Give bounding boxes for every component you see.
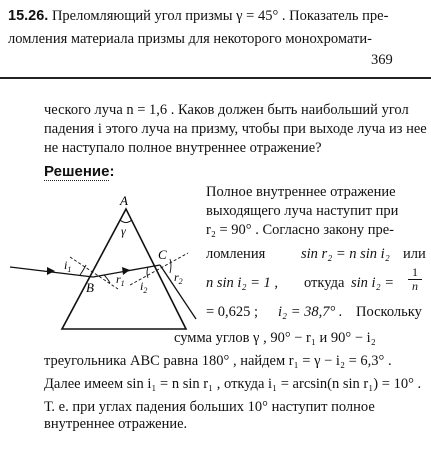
solution-line-4-a: ломления xyxy=(206,246,266,262)
solution-heading-colon: : xyxy=(109,163,115,180)
problem-number: 15.26. xyxy=(8,8,49,24)
full-line-3: Т. е. при углах падения больших 10° наступит полное xyxy=(44,399,375,415)
label-i2: $i_2$ xyxy=(140,279,148,295)
label-gamma: γ xyxy=(121,224,126,238)
solution-heading xyxy=(44,163,114,181)
angle-arc-i2 xyxy=(147,267,148,278)
problem-text-2: ломления материала призмы для некоторого монохромати- xyxy=(8,31,372,47)
problem-continuation-1: ческого луча n = 1,6 . Каков должен быть наибольший угол xyxy=(44,102,409,118)
snell-law: sin r₂ = n sin i₂ xyxy=(301,246,390,262)
solution-line-1: Полное внутреннее отражение xyxy=(206,184,396,200)
apex-angle-arc xyxy=(120,220,132,223)
solution-line-2: выходящего луча наступит при xyxy=(206,203,399,219)
solution-line-7: сумма углов γ , 90° − r₁ и 90° − i₂ xyxy=(174,330,376,346)
label-r2: $r_2$ xyxy=(174,270,183,286)
solution-line-5-c: sin i₂ = xyxy=(351,275,395,291)
problem-continuation-2: падения i этого луча на призму, чтобы при выходе луча из нее xyxy=(44,121,427,137)
label-r1: $r_1$ xyxy=(116,272,125,288)
angle-arc-r2 xyxy=(170,259,171,273)
solution-line-3: r₂ = 90° . Согласно закону пре- xyxy=(206,222,394,238)
incident-arrow xyxy=(47,267,55,275)
solution-line-5-a: n sin i₂ = 1 , xyxy=(206,275,279,291)
problem-line-1 xyxy=(8,8,388,25)
full-line-1: треугольника ABC равна 180° , найдем r₁ = γ − i₂ = 6,3° . xyxy=(44,353,392,369)
page-number: 369 xyxy=(371,52,393,68)
label-i1: $i_1$ xyxy=(64,258,72,274)
angle-arc-i1 xyxy=(80,265,86,275)
fraction xyxy=(408,266,422,293)
label-b: B xyxy=(86,280,94,295)
solution-line-6-a: = 0,625 ; xyxy=(206,304,259,320)
solution-line-4-c: или xyxy=(403,246,426,262)
label-a: A xyxy=(120,195,128,208)
solution-line-4 xyxy=(206,246,428,263)
full-line-4: внутреннее отражение. xyxy=(44,416,188,432)
full-line-2: Далее имеем sin i₁ = n sin r₁ , откуда i₁ = arcsin(n sin r₁) = 10° . xyxy=(44,376,422,392)
solution-line-5 xyxy=(206,265,428,293)
solution-line-5-b: откуда xyxy=(304,275,345,291)
angle-arc-r1 xyxy=(104,275,110,283)
solution-line-6-b: i₂ = 38,7° . xyxy=(278,304,343,320)
solution-line-6 xyxy=(206,304,428,321)
label-c: C xyxy=(158,247,167,262)
solution-heading-text: Решение xyxy=(44,163,110,180)
solution-line-6-c: Поскольку xyxy=(356,304,422,320)
normal-at-b xyxy=(70,257,118,289)
prism-diagram xyxy=(0,195,200,350)
fraction-numerator: 1 xyxy=(408,266,422,280)
fraction-denominator: n xyxy=(412,279,418,293)
problem-continuation-3: не наступало полное внутреннее отражение? xyxy=(44,140,322,156)
problem-line-2 xyxy=(8,31,372,48)
problem-text-1: Преломляющий угол призмы γ = 45° . Показатель пре- xyxy=(48,8,389,24)
